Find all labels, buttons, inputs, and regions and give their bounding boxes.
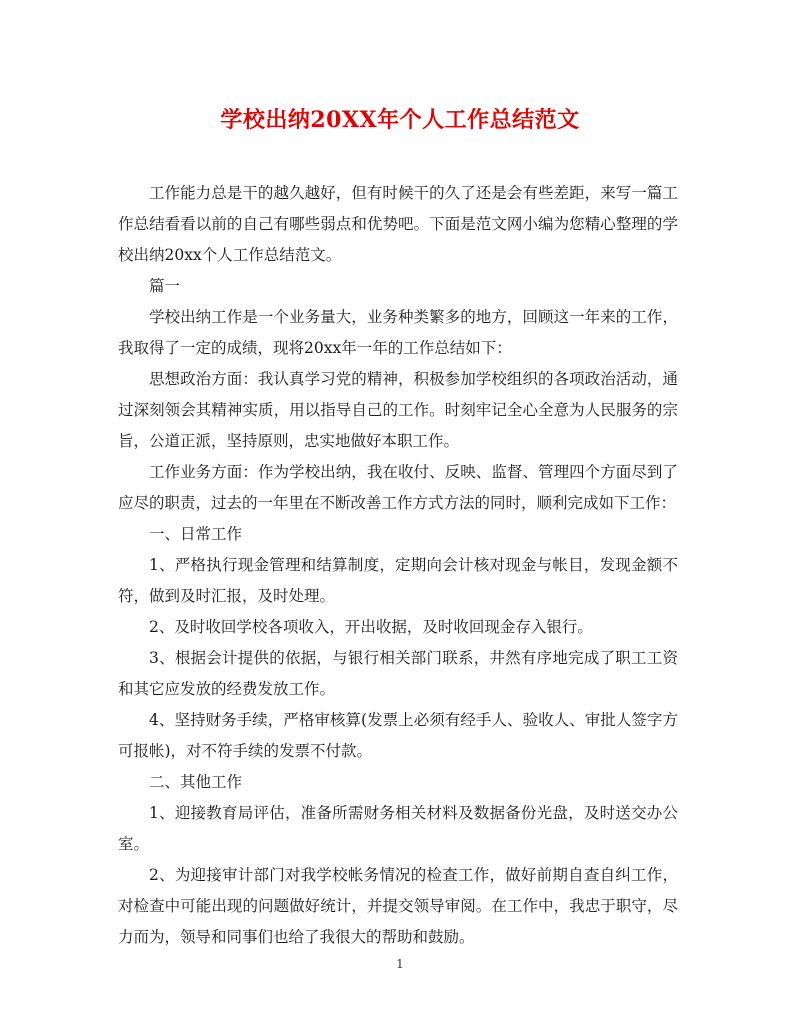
paragraph-political: 思想政治方面：我认真学习党的精神，积极参加学校组织的各项政治活动，通过深刻领会其精神实质，用以指导自己的工作。时刻牢记全心全意为人民服务的宗旨，公道正派，坚持原则，忠实地做好本职工作。 <box>118 370 678 450</box>
intro-paragraph: 工作能力总是干的越久越好，但有时候干的久了还是会有些差距，来写一篇工作总结看看以前的自己有哪些弱点和优势吧。下面是范文网小编为您精心整理的学校出纳20xx个人工作总结范文。 <box>118 184 678 264</box>
section-heading-part-one: 篇一 <box>149 277 181 295</box>
paragraph-overview: 学校出纳工作是一个业务量大，业务种类繁多的地方，回顾这一年来的工作，我取得了一定的成绩，现将20xx年一年的工作总结如下： <box>118 308 678 357</box>
document-title: 学校出纳20XX年个人工作总结范文 <box>220 107 580 133</box>
list-item-daily-2: 2、及时收回学校各项收入，开出收据，及时收回现金存入银行。 <box>149 618 593 636</box>
list-item-other-2: 2、为迎接审计部门对我学校帐务情况的检查工作，做好前期自查自纠工作，对检查中可能出现的问题做好统计，并提交领导审阅。在工作中，我忠于职守，尽力而为，领导和同事们也给了我很大的帮助和鼓励。 <box>118 866 678 946</box>
document-body <box>118 178 678 953</box>
list-item-daily-3: 3、根据会计提供的依据，与银行相关部门联系，井然有序地完成了职工工资和其它应发放的经费发放工作。 <box>118 649 678 698</box>
paragraph-business: 工作业务方面：作为学校出纳，我在收付、反映、监督、管理四个方面尽到了应尽的职责，过去的一年里在不断改善工作方式方法的同时，顺利完成如下工作： <box>118 463 678 512</box>
page-number: 1 <box>396 957 404 971</box>
heading-other-work: 二、其他工作 <box>149 773 243 791</box>
list-item-daily-1: 1、严格执行现金管理和结算制度，定期向会计核对现金与帐目，发现金额不符，做到及时汇报，及时处理。 <box>118 556 678 605</box>
heading-daily-work: 一、日常工作 <box>149 525 243 543</box>
list-item-daily-4: 4、坚持财务手续，严格审核算(发票上必须有经手人、验收人、审批人签字方可报帐)，对不符手续的发票不付款。 <box>118 711 678 760</box>
list-item-other-1: 1、迎接教育局评估，准备所需财务相关材料及数据备份光盘，及时送交办公室。 <box>118 804 678 853</box>
